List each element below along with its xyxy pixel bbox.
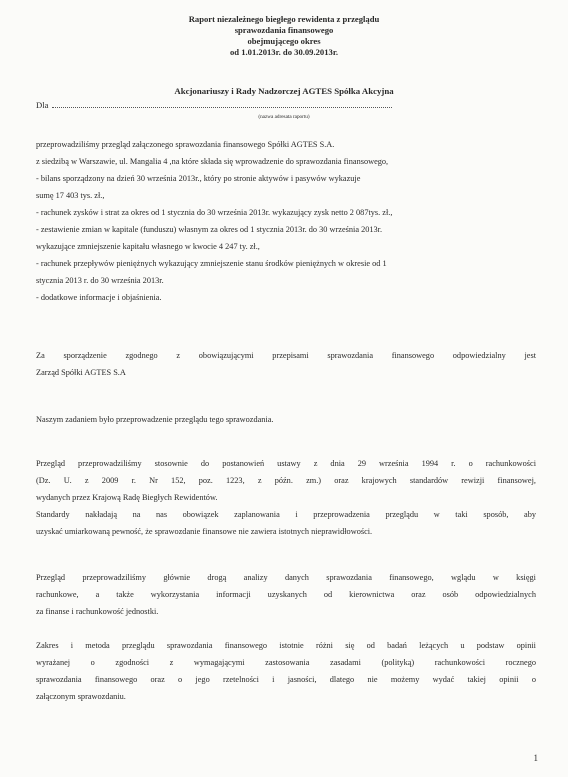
text-line: za finanse i rachunkowość jednostki. xyxy=(36,607,159,616)
title-line-4: od 1.01.2013r. do 30.09.2013r. xyxy=(230,47,338,57)
text-line: (Dz. U. z 2009 r. Nr 152, poz. 1223, z późn. zm.) oraz krajowych standardów rewizji finansowej, xyxy=(36,476,536,485)
addressee-note: (nazwa adresata raportu) xyxy=(258,114,310,120)
text-line: przeprowadziliśmy przegląd załączonego sprawozdania finansowego Spółki AGTES S.A. xyxy=(36,140,335,149)
report-title xyxy=(0,14,568,58)
text-line: Zakres i metoda przeglądu sprawozdania finansowego istotnie różni się od badań leżących u podstaw opinii xyxy=(36,641,536,650)
addressee-line xyxy=(36,99,392,110)
paragraph-scope xyxy=(36,136,536,306)
text-line: rachunkowe, a także wykorzystania informacji uzyskanych od kierownictwa oraz osób odpowiedzialnych xyxy=(36,590,536,599)
text-line: wydanych przez Krajową Radę Biegłych Rewidentów. xyxy=(36,493,218,502)
paragraph-responsibility xyxy=(36,347,536,381)
text-line: Przegląd przeprowadziliśmy głównie drogą analizy danych sprawozdania finansowego, wglądu w księgi xyxy=(36,573,536,582)
text-line: wyrażanej o zgodności z wymagającymi zastosowania zasadami (polityką) rachunkowości rocznego xyxy=(36,658,536,667)
paragraph-standards xyxy=(36,455,536,540)
text-line: Standardy nakładają na nas obowiązek zaplanowania i przeprowadzenia przeglądu w taki sposób, aby xyxy=(36,510,536,519)
text-line: - bilans sporządzony na dzień 30 września 2013r., który po stronie aktywów i pasywów wykazuje xyxy=(36,174,361,183)
text-line: sumę 17 403 tys. zł., xyxy=(36,191,105,200)
text-line: wykazujące zmniejszenie kapitału własnego w kwocie 4 247 ty. zł., xyxy=(36,242,260,251)
text-line: z siedzibą w Warszawie, ul. Mangalia 4 ,na które składa się wprowadzenie do sprawozdania finansowego, xyxy=(36,157,389,166)
text-line: załączonym sprawozdaniu. xyxy=(36,692,126,701)
text-line: Naszym zadaniem było przeprowadzenie przeglądu tego sprawozdania. xyxy=(36,415,274,424)
text-line: - rachunek przepływów pieniężnych wykazujący zmniejszenie stanu środków pieniężnych w okresie od 1 xyxy=(36,259,387,268)
text-line: - dodatkowe informacje i objaśnienia. xyxy=(36,293,162,302)
title-line-2: sprawozdania finansowego xyxy=(234,25,334,35)
paragraph-limitation xyxy=(36,637,536,705)
addressee-heading: Akcjonariuszy i Rady Nadzorczej AGTES Spółka Akcyjna xyxy=(174,86,394,96)
dla-label: Dla xyxy=(36,100,49,110)
text-line: sprawozdania finansowego oraz o jego rzetelności i jasności, dlatego nie możemy wydać takiej opinii o xyxy=(36,675,536,684)
text-line: Zarząd Spółki AGTES S.A xyxy=(36,368,126,377)
paragraph-method xyxy=(36,569,536,620)
text-line: Przegląd przeprowadziliśmy stosownie do postanowień ustawy z dnia 29 września 1994 r. o rachunkowości xyxy=(36,459,536,468)
title-line-3: obejmującego okres xyxy=(247,36,321,46)
text-line: uzyskać umiarkowaną pewność, że sprawozdanie finansowe nie zawiera istotnych nieprawidłowości. xyxy=(36,527,373,536)
title-line-1: Raport niezależnego biegłego rewidenta z przeglądu xyxy=(188,14,380,24)
text-line: Za sporządzenie zgodnego z obowiązującymi przepisami sprawozdania finansowego odpowiedzialny jest xyxy=(36,351,536,360)
page-number: 1 xyxy=(533,753,538,763)
text-line: - rachunek zysków i strat za okres od 1 stycznia do 30 września 2013r. wykazujący zysk netto 2 087tys. zł., xyxy=(36,208,393,217)
text-line: - zestawienie zmian w kapitale (funduszu) własnym za okres od 1 stycznia 2013r. do 30 września 2013r. xyxy=(36,225,383,234)
text-line: stycznia 2013 r. do 30 września 2013r. xyxy=(36,276,164,285)
dotted-line xyxy=(52,99,392,108)
paragraph-task xyxy=(36,411,536,428)
